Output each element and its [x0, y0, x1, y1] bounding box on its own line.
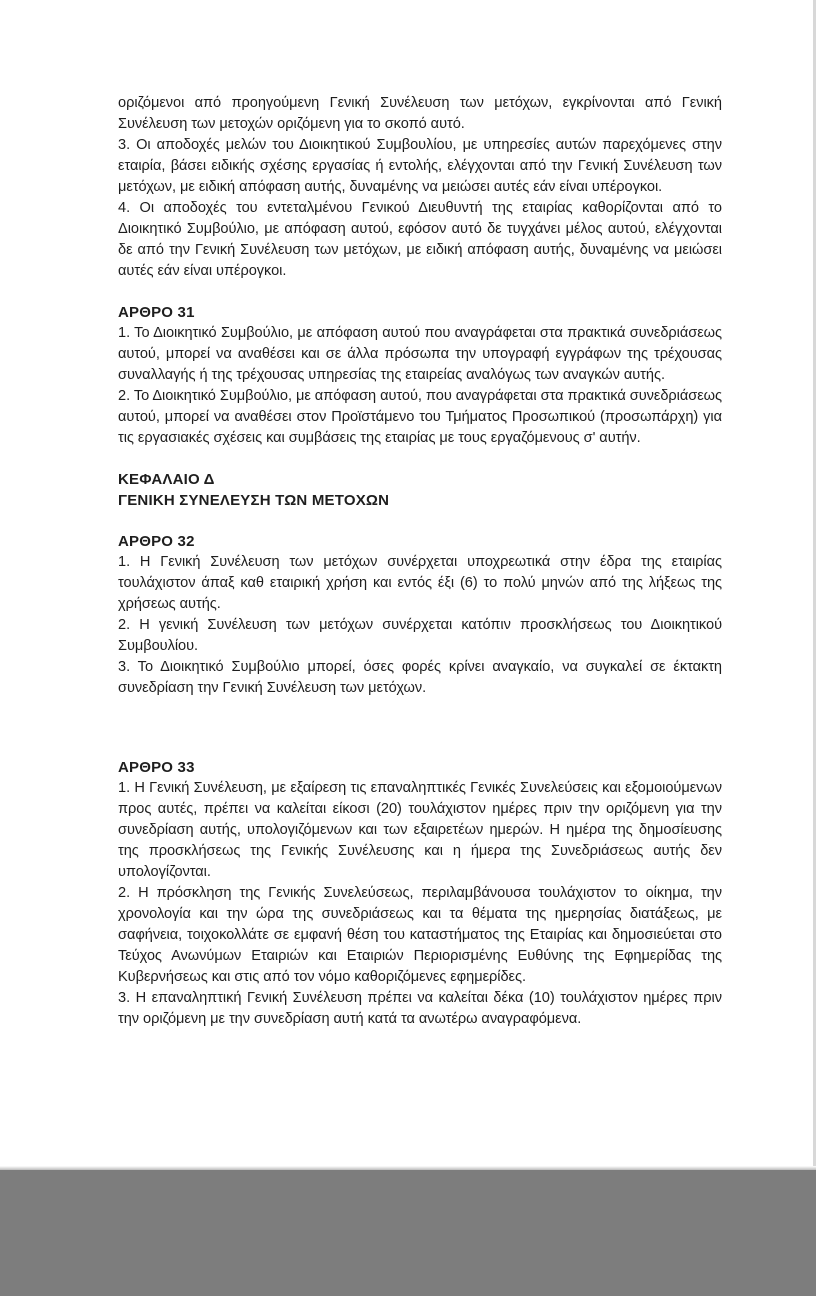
- article-31-paragraph-1: 1. Το Διοικητικό Συμβούλιο, με απόφαση αυτού που αναγράφεται στα πρακτικά συνεδριάσεως αυτού, μπορεί να αναθέσει και σε άλλα πρόσωπα την υπογραφή εγγράφων της τρέχουσας συναλλαγής ή της τρέχουσας υπηρεσίας της εταιρείας αναλόγως των αναγκών αυτής.: [118, 325, 722, 383]
- intro-paragraph-4: 4. Οι αποδοχές του εντεταλμένου Γενικού Διευθυντή της εταιρίας καθορίζονται από το Διοικητικό Συμβούλιο, με απόφαση αυτού, εφόσον αυτό δε τυγχάνει μέλος αυτού, ελέγχονται δε από την Γενική Συνέλευση των μετόχων, με ειδική απόφαση αυτής, δυναμένης να μειώσει αυτές εάν είναι υπέρογκοι.: [118, 200, 722, 279]
- article-33-section: [118, 757, 722, 1030]
- intro-paragraph-3: 3. Οι αποδοχές μελών του Διοικητικού Συμβουλίου, με υπηρεσίες αυτών παρεχόμενες στην εταιρία, βάσει ειδικής σχέσης εργασίας ή εντολής, ελέγχονται από την Γενική Συνέλευση των μετόχων, με ειδική απόφαση αυτής, δυναμένης να μειώσει αυτές εάν είναι υπέρογκοι.: [118, 137, 722, 195]
- article-32-paragraph-3: 3. Το Διοικητικό Συμβούλιο μπορεί, όσες φορές κρίνει αναγκαίο, να συγκαλεί σε έκτακτη συνεδρίαση την Γενική Συνέλευση των μετόχων.: [118, 659, 722, 696]
- intro-section: [118, 93, 722, 282]
- article-32-paragraph-2: 2. Η γενική Συνέλευση των μετόχων συνέρχεται κατόπιν προσκλήσεως του Διοικητικού Συμβουλίου.: [118, 617, 722, 654]
- scanner-background-band: [0, 1170, 816, 1296]
- chapter-number-title: ΚΕΦΑΛΑΙΟ Δ: [118, 471, 215, 488]
- intro-paragraph-1: οριζόμενοι από προηγούμενη Γενική Συνέλευση των μετόχων, εγκρίνονται από Γενική Συνέλευση των μετοχών οριζόμενη για το σκοπό αυτό.: [118, 95, 722, 132]
- article-31-section: [118, 302, 722, 449]
- article-31-paragraph-2: 2. Το Διοικητικό Συμβούλιο, με απόφαση αυτού, που αναγράφεται στα πρακτικά συνεδριάσεως αυτού, μπορεί να αναθέσει στον Προϊστάμενο του Τμήματος Προσωπικού (προσωπάρχη) για τις εργασιακές σχέσεις και συμβάσεις της εταιρίας με τους εργαζόμενους σ' αυτήν.: [118, 388, 722, 446]
- article-32-section: [118, 531, 722, 699]
- article-33-paragraph-2: 2. Η πρόσκληση της Γενικής Συνελεύσεως, περιλαμβάνουσα τουλάχιστον το οίκημα, την χρονολογία και την ώρα της συνεδριάσεως και τα θέματα της ημερησίας διατάξεως, με σαφήνεια, τοιχοκολλάτε σε εμφανή θέση του καταστήματος της Εταιρίας και δημοσιεύεται στο Τεύχος Ανωνύμων Εταιριών και Εταιριών Περιορισμένης Ευθύνης της Εφημερίδας της Κυβερνήσεως και στις από τον νόμο καθοριζόμενες εφημερίδες.: [118, 885, 722, 985]
- article-32-title: ΑΡΘΡΟ 32: [118, 533, 195, 550]
- chapter-heading: [118, 469, 722, 511]
- article-33-title: ΑΡΘΡΟ 33: [118, 759, 195, 776]
- article-32-paragraph-1: 1. Η Γενική Συνέλευση των μετόχων συνέρχεται υποχρεωτικά στην έδρα της εταιρίας τουλάχιστον άπαξ καθ εταιρική χρήση και εντός έξι (6) το πολύ μηνών από της λήξεως της χρήσεως αυτής.: [118, 554, 722, 612]
- document-body: [118, 93, 722, 1030]
- article-33-paragraph-1: 1. Η Γενική Συνέλευση, με εξαίρεση τις επαναληπτικές Γενικές Συνελεύσεις και εξομοιούμενων προς αυτές, πρέπει να καλείται είκοσι (20) τουλάχιστον ημέρες πριν την οριζόμενη για την συνεδρίαση αυτής, υπολογιζόμενων και των εξαιρετέων ημερών. Η ημέρα της δημοσίευσης της προσκλήσεως της Γενικής Συνέλευσης και η ήμερα της Συνεδριάσεως αυτής δεν υπολογίζονται.: [118, 780, 722, 880]
- chapter-name-title: ΓΕΝΙΚΗ ΣΥΝΕΛΕΥΣΗ ΤΩΝ ΜΕΤΟΧΩΝ: [118, 492, 390, 509]
- article-31-title: ΑΡΘΡΟ 31: [118, 304, 195, 321]
- article-33-paragraph-3: 3. Η επαναληπτική Γενική Συνέλευση πρέπει να καλείται δέκα (10) τουλάχιστον ημέρες πριν την οριζόμενη με την συνεδρίαση αυτή κατά τα ανωτέρω αναγραφόμενα.: [118, 990, 722, 1027]
